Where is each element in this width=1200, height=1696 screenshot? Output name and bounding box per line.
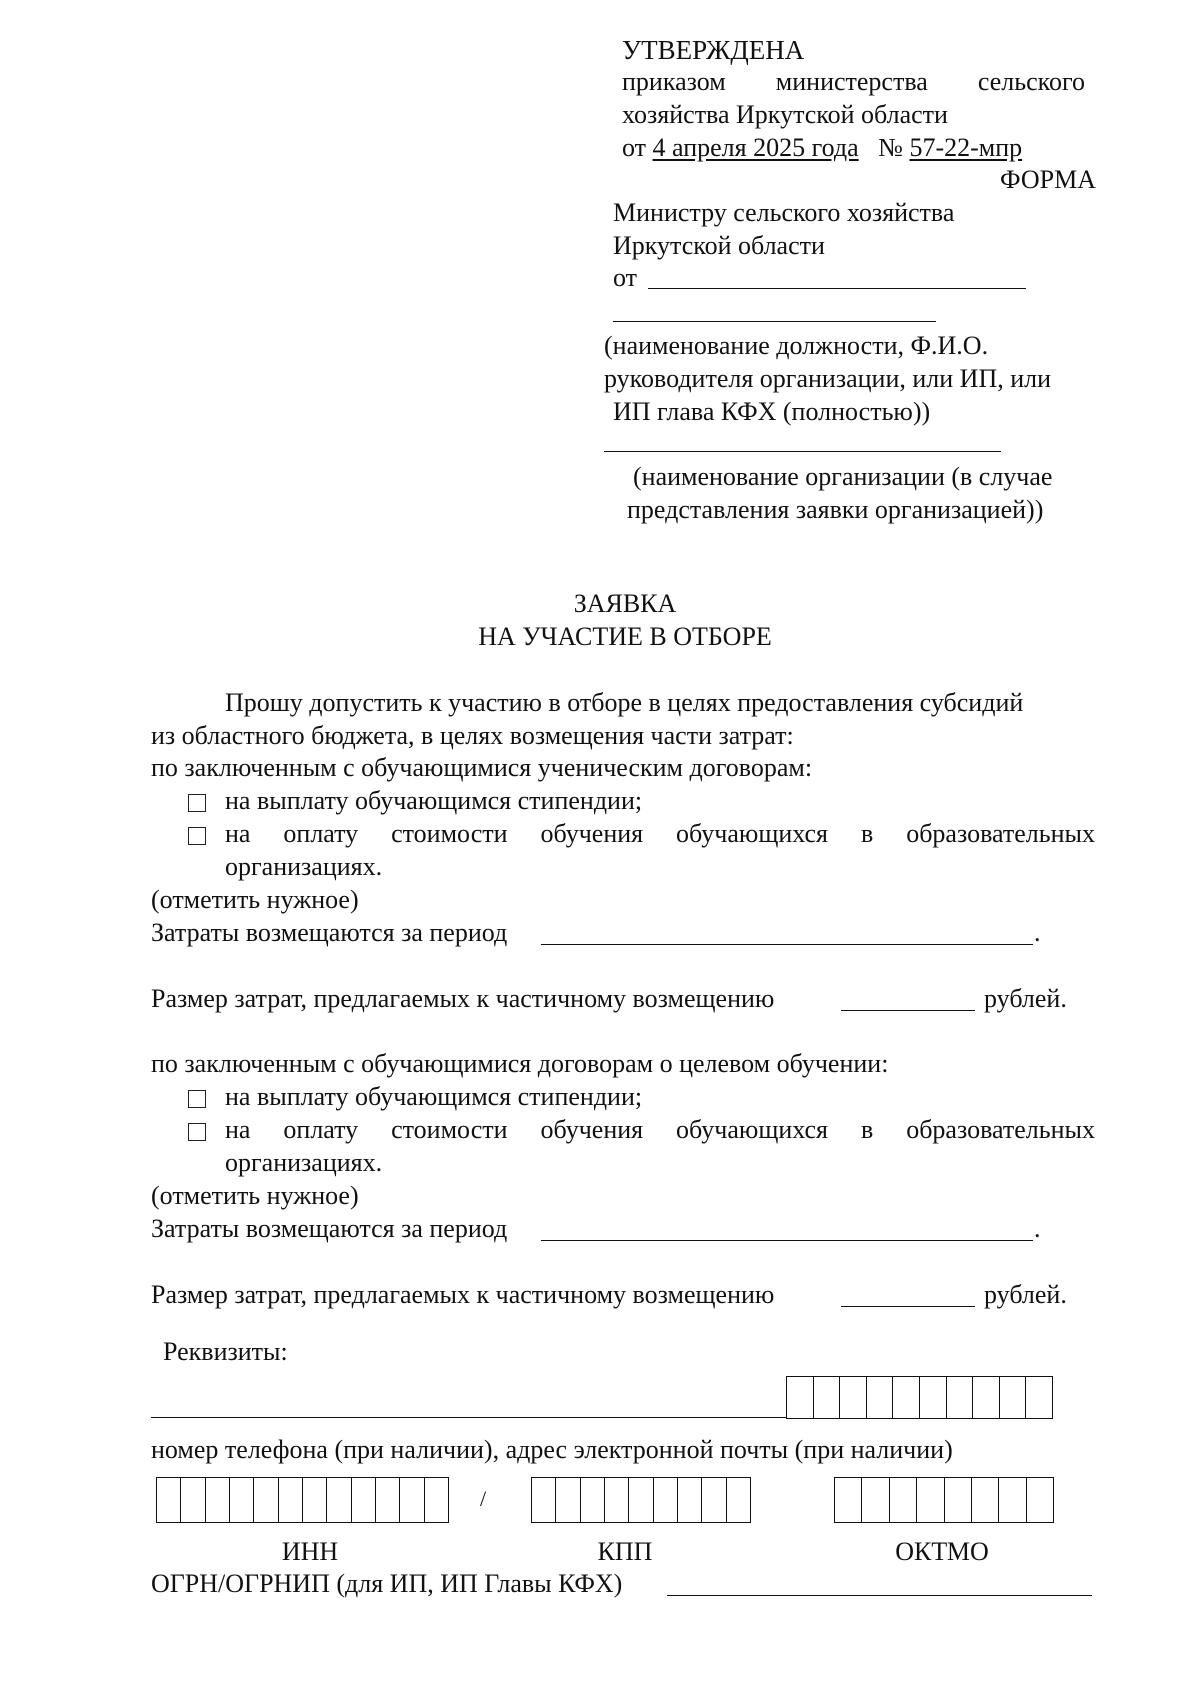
from-label: от <box>613 263 638 292</box>
digit-cell[interactable] <box>678 1478 702 1522</box>
digit-cell[interactable] <box>973 1377 1000 1418</box>
digit-cell[interactable] <box>532 1478 556 1522</box>
order-number: 57-22-мпр <box>909 133 1023 162</box>
approval-line-1 <box>622 66 1085 98</box>
section2-checkbox-1[interactable] <box>188 1085 206 1117</box>
digit-cell[interactable] <box>279 1478 303 1522</box>
digit-cell[interactable] <box>893 1377 920 1418</box>
digit-cell[interactable] <box>1000 1377 1027 1418</box>
applicant-hint-1: (наименование должности, Ф.И.О. <box>604 331 989 360</box>
digit-cell[interactable] <box>1026 1377 1052 1418</box>
digit-cell[interactable] <box>814 1377 841 1418</box>
approval-word-2: министерства <box>775 67 928 96</box>
digit-cell[interactable] <box>605 1478 629 1522</box>
digit-cell[interactable] <box>835 1478 862 1522</box>
section2-period-label: Затраты возмещаются за период <box>151 1214 508 1243</box>
oktmo-cells[interactable] <box>834 1477 1054 1523</box>
organization-field-line[interactable] <box>604 451 1001 452</box>
digit-cell[interactable] <box>556 1478 580 1522</box>
approval-heading: УТВЕРЖДЕНА <box>622 35 805 65</box>
section2-option-2: на оплату стоимости обучения обучающихся в образовательных <box>225 1115 1095 1144</box>
digit-cell[interactable] <box>327 1478 351 1522</box>
section1-checkbox-1[interactable] <box>188 789 206 821</box>
oktmo-label: ОКТМО <box>895 1537 989 1566</box>
kpp-label: КПП <box>597 1537 653 1566</box>
section1-option-2-cont: организациях. <box>225 852 383 881</box>
digit-cell[interactable] <box>945 1478 972 1522</box>
digit-cell[interactable] <box>654 1478 678 1522</box>
document-title: ЗАЯВКА <box>573 589 677 618</box>
approval-line-2: хозяйства Иркутской области <box>622 100 948 129</box>
digit-cell[interactable] <box>1027 1478 1053 1522</box>
section2-option-1: на выплату обучающимся стипендии; <box>225 1082 643 1111</box>
document-subtitle: НА УЧАСТИЕ В ОТБОРЕ <box>478 622 772 651</box>
approval-word-3: сельского <box>977 67 1085 96</box>
intro-line-1: Прошу допустить к участию в отборе в целях предоставления субсидий <box>225 688 1024 717</box>
section2-amount-field[interactable] <box>841 1306 975 1307</box>
digit-cell[interactable] <box>787 1377 814 1418</box>
digit-cell[interactable] <box>840 1377 867 1418</box>
digit-cell[interactable] <box>862 1478 889 1522</box>
digit-cell[interactable] <box>581 1478 605 1522</box>
digit-cell[interactable] <box>303 1478 327 1522</box>
section2-amount-unit: рублей. <box>984 1280 1067 1309</box>
form-label: ФОРМА <box>1000 165 1096 194</box>
inn-kpp-separator: / <box>480 1486 487 1511</box>
number-prefix: № <box>878 133 903 162</box>
applicant-hint-3: ИП глава КФХ (полностью)) <box>613 397 931 426</box>
approval-date-line <box>622 132 1022 164</box>
organization-hint-1: (наименование организации (в случае <box>633 462 1053 491</box>
digit-cell[interactable] <box>727 1478 750 1522</box>
digit-cell[interactable] <box>920 1377 947 1418</box>
digit-cell[interactable] <box>376 1478 400 1522</box>
section1-option-1: на выплату обучающимся стипендии; <box>225 786 643 815</box>
digit-cell[interactable] <box>206 1478 230 1522</box>
contacts-label: номер телефона (при наличии), адрес электронной почты (при наличии) <box>151 1435 953 1464</box>
organization-hint-2: представления заявки организацией)) <box>627 495 1044 524</box>
digit-cell[interactable] <box>999 1478 1026 1522</box>
inn-cells[interactable] <box>156 1477 449 1523</box>
section1-option-2: на оплату стоимости обучения обучающихся в образовательных <box>225 819 1095 848</box>
ogrn-label: ОГРН/ОГРНИП (для ИП, ИП Главы КФХ) <box>151 1569 623 1598</box>
digit-cell[interactable] <box>972 1478 999 1522</box>
requisites-label: Реквизиты: <box>163 1337 288 1366</box>
intro-line-2: из областного бюджета, в целях возмещения части затрат: <box>151 721 794 750</box>
applicant-hint-2: руководителя организации, или ИП, или <box>604 364 1052 393</box>
top-cell-grid[interactable] <box>786 1376 1053 1419</box>
from-field-line[interactable] <box>648 288 1026 289</box>
section2-amount-label: Размер затрат, предлагаемых к частичному возмещению <box>151 1280 775 1309</box>
section1-amount-unit: рублей. <box>984 984 1067 1013</box>
section2-checkbox-2[interactable] <box>188 1118 206 1150</box>
requisites-field-line[interactable] <box>151 1417 787 1418</box>
section1-period-label: Затраты возмещаются за период <box>151 918 508 947</box>
section1-amount-field[interactable] <box>841 1010 975 1011</box>
digit-cell[interactable] <box>400 1478 424 1522</box>
inn-label: ИНН <box>281 1537 339 1566</box>
section1-amount-label: Размер затрат, предлагаемых к частичному возмещению <box>151 984 775 1013</box>
section2-note: (отметить нужное) <box>151 1181 359 1210</box>
digit-cell[interactable] <box>867 1377 894 1418</box>
digit-cell[interactable] <box>890 1478 917 1522</box>
section1-period-end: . <box>1034 918 1041 947</box>
date-prefix: от <box>622 133 647 162</box>
digit-cell[interactable] <box>181 1478 205 1522</box>
ogrn-field-line[interactable] <box>667 1595 1092 1596</box>
digit-cell[interactable] <box>425 1478 448 1522</box>
section1-heading: по заключенным с обучающимися ученическим договорам: <box>151 753 813 782</box>
section2-heading: по заключенным с обучающимися договорам о целевом обучении: <box>151 1049 889 1078</box>
section1-note: (отметить нужное) <box>151 885 359 914</box>
digit-cell[interactable] <box>629 1478 653 1522</box>
addressee-line-2: Иркутской области <box>613 231 825 260</box>
digit-cell[interactable] <box>157 1478 181 1522</box>
digit-cell[interactable] <box>917 1478 944 1522</box>
section2-option-2-cont: организациях. <box>225 1148 383 1177</box>
digit-cell[interactable] <box>352 1478 376 1522</box>
approval-word-1: приказом <box>622 67 726 96</box>
digit-cell[interactable] <box>254 1478 278 1522</box>
digit-cell[interactable] <box>947 1377 974 1418</box>
order-date: 4 апреля 2025 года <box>652 133 859 162</box>
digit-cell[interactable] <box>702 1478 726 1522</box>
kpp-cells[interactable] <box>531 1477 751 1523</box>
section1-checkbox-2[interactable] <box>188 822 206 854</box>
section2-period-end: . <box>1034 1214 1041 1243</box>
section2-period-field[interactable] <box>541 1240 1033 1241</box>
addressee-line-1: Министру сельского хозяйства <box>613 198 955 227</box>
section1-period-field[interactable] <box>541 944 1033 945</box>
digit-cell[interactable] <box>230 1478 254 1522</box>
applicant-field-line[interactable] <box>613 321 936 322</box>
